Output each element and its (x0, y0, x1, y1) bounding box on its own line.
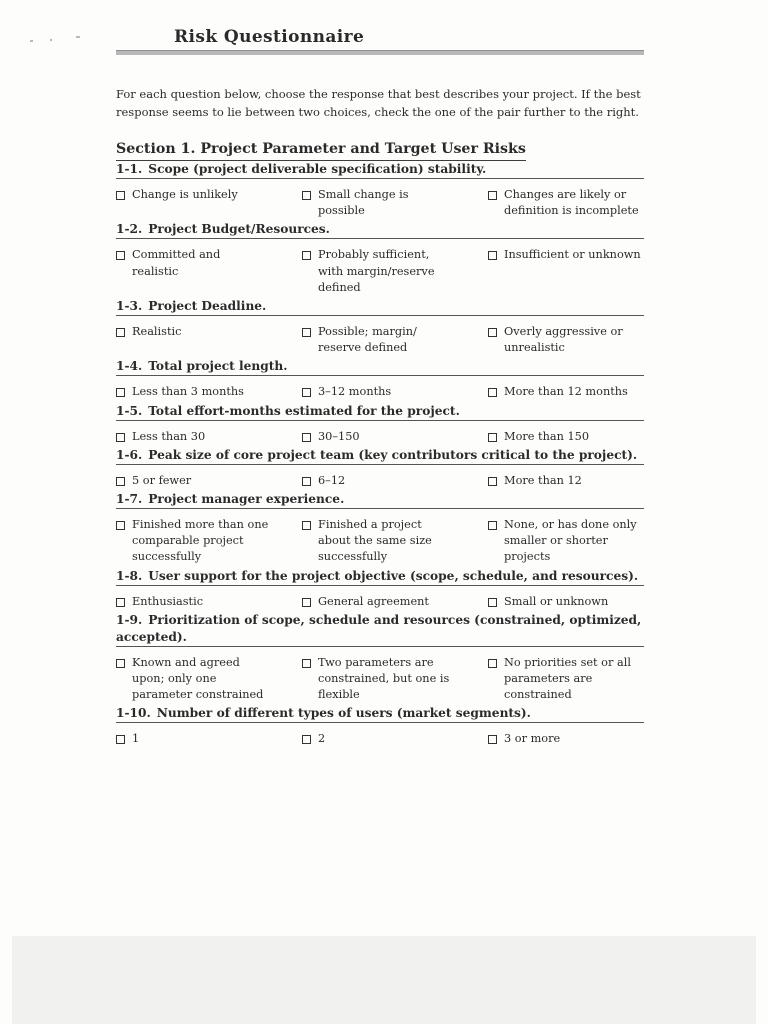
checkbox[interactable] (116, 433, 125, 442)
answer-option[interactable] (302, 594, 488, 610)
checkbox[interactable] (302, 251, 311, 260)
option-label: More than 12 (504, 473, 582, 487)
option-label: 5 or fewer (132, 473, 192, 487)
option-label: Finished a project about the same size successfully (318, 518, 432, 564)
answer-option[interactable] (488, 247, 644, 296)
option-label: 30–150 (318, 429, 360, 443)
question-heading (116, 221, 644, 239)
checkbox[interactable] (302, 598, 311, 607)
option-label: Changes are likely or definition is incomplete (504, 188, 639, 218)
question-text: Total project length. (148, 359, 288, 374)
checkbox[interactable] (302, 735, 311, 744)
question-number: 1-6. (116, 447, 143, 462)
question-text: Project Budget/Resources. (148, 222, 330, 237)
instructions-paragraph: For each question below, choose the response that best describes your project. If the best response seems to lie between two choices, check the one of the pair further to the right. (116, 87, 641, 119)
question-number: 1-10. (116, 706, 151, 721)
option-label: Possible; margin/ reserve defined (318, 325, 417, 355)
checkbox[interactable] (116, 251, 125, 260)
question-number: 1-7. (116, 492, 143, 507)
question-text: Peak size of core project team (key contributors critical to the project). (148, 447, 638, 462)
scan-speck (50, 39, 52, 41)
checkbox[interactable] (488, 477, 497, 486)
answer-option[interactable] (116, 247, 302, 296)
question-number: 1-1. (116, 162, 143, 176)
answer-options (116, 586, 644, 612)
checkbox[interactable] (488, 191, 497, 200)
answer-options (116, 723, 644, 749)
checkbox[interactable] (488, 735, 497, 744)
option-label: Probably sufficient, with margin/reserve defined (318, 248, 435, 294)
answer-options (116, 421, 644, 447)
answer-options (116, 509, 644, 568)
question-heading (116, 568, 644, 586)
answer-option[interactable] (302, 247, 488, 296)
option-label: 2 (318, 732, 326, 746)
question-text: User support for the project objective (scope, schedule, and resources). (148, 568, 639, 583)
checkbox[interactable] (116, 521, 125, 530)
question-heading (116, 358, 644, 376)
answer-options (116, 316, 644, 358)
checkbox[interactable] (302, 659, 311, 668)
question-number: 1-9. (116, 612, 143, 627)
checkbox[interactable] (488, 659, 497, 668)
checkbox[interactable] (302, 477, 311, 486)
answer-option[interactable] (488, 473, 644, 489)
question-1-6 (116, 447, 644, 491)
answer-option[interactable] (302, 384, 488, 400)
option-label: 6–12 (318, 473, 346, 487)
option-label: 3–12 months (318, 385, 392, 399)
checkbox[interactable] (116, 598, 125, 607)
answer-option[interactable] (116, 384, 302, 400)
option-label: 3 or more (504, 732, 561, 746)
section-heading: Section 1. Project Parameter and Target User Risks (116, 139, 526, 161)
option-label: 1 (132, 732, 140, 746)
option-label: Small or unknown (504, 594, 609, 608)
checkbox[interactable] (302, 328, 311, 337)
answer-options (116, 179, 644, 221)
answer-option[interactable] (302, 655, 488, 704)
question-text: Total effort-months estimated for the project. (148, 403, 460, 418)
option-label: Committed and realistic (132, 248, 221, 278)
question-text: Prioritization of scope, schedule and resources (constrained, optimized, accepted). (116, 612, 642, 644)
checkbox[interactable] (488, 388, 497, 397)
option-label: No priorities set or all parameters are constrained (504, 655, 631, 702)
option-label: Two parameters are constrained, but one is flexible (318, 655, 450, 702)
answer-option[interactable] (116, 187, 302, 219)
question-1-10 (116, 705, 644, 749)
answer-options (116, 465, 644, 491)
option-label: Less than 30 (132, 429, 206, 443)
answer-option[interactable] (488, 324, 644, 356)
question-number: 1-4. (116, 359, 143, 374)
checkbox[interactable] (116, 388, 125, 397)
answer-option[interactable] (488, 731, 644, 747)
answer-option[interactable] (302, 429, 488, 445)
option-label: More than 12 months (504, 385, 628, 399)
question-heading (116, 612, 644, 647)
question-1-4 (116, 358, 644, 402)
answer-options (116, 239, 644, 298)
document-title: Risk Questionnaire (174, 27, 365, 47)
checkbox[interactable] (488, 433, 497, 442)
option-label: Realistic (132, 325, 182, 339)
scan-bottom-shadow (12, 936, 756, 1024)
answer-options (116, 376, 644, 402)
answer-option[interactable] (488, 517, 644, 566)
question-number: 1-3. (116, 299, 143, 314)
option-label: More than 150 (504, 429, 590, 443)
option-label: Known and agreed upon; only one parameter constrained (132, 655, 264, 702)
checkbox[interactable] (488, 251, 497, 260)
questionnaire-page (116, 26, 644, 750)
checkbox[interactable] (302, 521, 311, 530)
answer-option[interactable] (302, 731, 488, 747)
option-label: Small change is possible (318, 188, 409, 218)
scan-speck (30, 40, 33, 42)
answer-option[interactable] (302, 517, 488, 566)
question-1-8 (116, 568, 644, 612)
question-number: 1-8. (116, 568, 143, 583)
question-text: Project manager experience. (148, 492, 345, 507)
answer-option[interactable] (488, 384, 644, 400)
option-label: Finished more than one comparable project successfully (132, 518, 269, 564)
answer-option[interactable] (116, 731, 302, 747)
checkbox[interactable] (488, 521, 497, 530)
answer-option[interactable] (116, 473, 302, 489)
question-heading (116, 705, 644, 723)
option-label: Enthusiastic (132, 594, 204, 608)
question-number: 1-5. (116, 403, 143, 418)
question-1-1 (116, 161, 644, 221)
checkbox[interactable] (488, 598, 497, 607)
answer-option[interactable] (116, 517, 302, 566)
checkbox[interactable] (302, 191, 311, 200)
question-heading (116, 491, 644, 509)
answer-option[interactable] (116, 594, 302, 610)
answer-options (116, 647, 644, 706)
checkbox[interactable] (116, 191, 125, 200)
checkbox[interactable] (302, 433, 311, 442)
scan-speck (76, 36, 80, 38)
checkbox[interactable] (302, 388, 311, 397)
question-1-2 (116, 221, 644, 298)
question-text: Number of different types of users (market segments). (156, 706, 531, 721)
checkbox[interactable] (488, 328, 497, 337)
answer-option[interactable] (116, 324, 302, 356)
answer-option[interactable] (302, 324, 488, 356)
answer-option[interactable] (116, 655, 302, 704)
question-1-9 (116, 612, 644, 706)
question-heading (116, 403, 644, 421)
option-label: Overly aggressive or unrealistic (504, 325, 623, 355)
answer-option[interactable] (488, 187, 644, 219)
option-label: General agreement (318, 594, 429, 608)
option-label: None, or has done only smaller or shorter projects (504, 518, 637, 564)
answer-option[interactable] (488, 594, 644, 610)
question-heading (116, 447, 644, 465)
option-label: Insufficient or unknown (504, 248, 641, 262)
checkbox[interactable] (116, 659, 125, 668)
title-rule (116, 50, 644, 55)
checkbox[interactable] (116, 328, 125, 337)
checkbox[interactable] (116, 735, 125, 744)
question-heading (116, 161, 644, 179)
answer-option[interactable] (116, 429, 302, 445)
question-text: Scope (project deliverable specification) stability. (148, 162, 487, 176)
question-1-3 (116, 298, 644, 358)
question-1-5 (116, 403, 644, 447)
option-label: Change is unlikely (132, 188, 238, 201)
question-1-7 (116, 491, 644, 568)
answer-option[interactable] (302, 187, 488, 219)
answer-option[interactable] (302, 473, 488, 489)
question-text: Project Deadline. (148, 299, 267, 314)
answer-option[interactable] (488, 429, 644, 445)
question-heading (116, 298, 644, 316)
option-label: Less than 3 months (132, 385, 244, 399)
question-number: 1-2. (116, 222, 143, 237)
question-list (116, 161, 644, 750)
checkbox[interactable] (116, 477, 125, 486)
answer-option[interactable] (488, 655, 644, 704)
